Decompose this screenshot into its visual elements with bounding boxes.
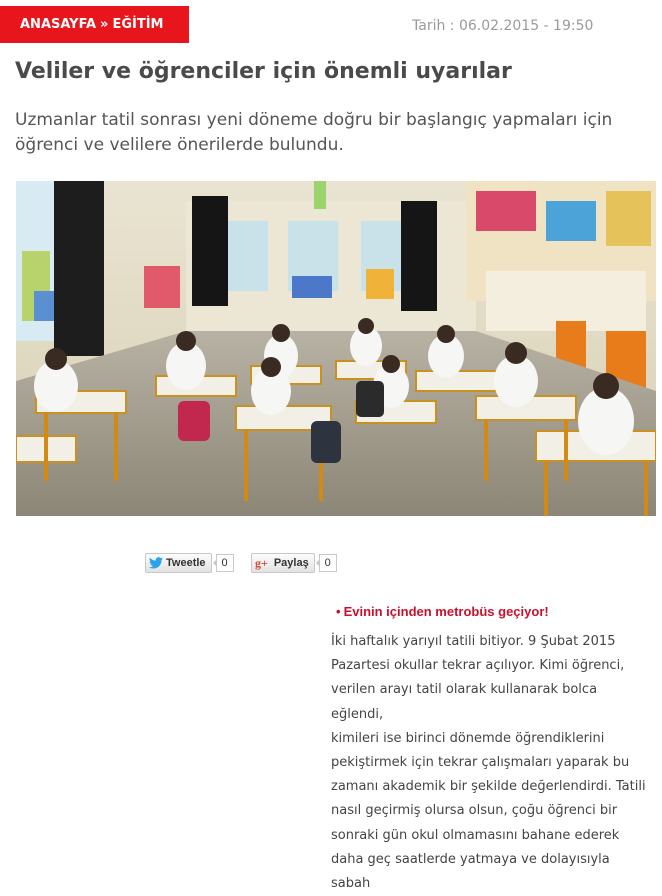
body-line: daha geç saatlerde yatmaya ve dolayısıyla sabah: [331, 851, 610, 892]
tweet-count: 0: [216, 554, 234, 572]
tweet-button[interactable]: [145, 553, 212, 573]
article-date: Tarih : 06.02.2015 - 19:50: [412, 18, 594, 34]
bullet-icon: •: [336, 604, 341, 619]
twitter-bird-icon: [149, 557, 163, 569]
body-line: Pazartesi okullar tekrar açılıyor. Kimi öğrenci,: [331, 658, 625, 674]
body-line: sonraki gün okul olmamasını bahane ederek: [331, 827, 620, 843]
gplus-count: 0: [319, 554, 337, 572]
classroom-photo: [16, 181, 656, 516]
breadcrumb-category-link[interactable]: EĞİTİM: [112, 17, 164, 32]
breadcrumb-separator: »: [100, 17, 109, 32]
body-line: verilen arayı tatil olarak kullanarak bolca eğlendi,: [331, 682, 598, 722]
related-news-label: Evinin içinden metrobüs geçiyor!: [343, 604, 549, 619]
google-plus-icon: g+: [255, 555, 268, 570]
body-line: zamanı akademik bir şekilde değerlendirdi. Tatili: [331, 779, 646, 795]
article-body: [331, 630, 651, 896]
breadcrumb: [0, 6, 189, 43]
breadcrumb-home-link[interactable]: ANASAYFA: [20, 17, 97, 32]
gplus-label: Paylaş: [273, 557, 309, 569]
article-photo: [16, 181, 656, 516]
article-title: Veliler ve öğrenciler için önemli uyarılar: [15, 59, 512, 84]
article-summary: Uzmanlar tatil sonrası yeni döneme doğru bir başlangıç yapmaları için öğrenci ve velilere önerilerde bulundu.: [15, 110, 613, 155]
tweet-label: Tweetle: [166, 557, 206, 569]
tweet-share: [145, 553, 234, 573]
body-line: pekiştirmek için tekrar çalışmaları yaparak bu: [331, 755, 630, 771]
body-line: İki haftalık yarıyıl tatili bitiyor. 9 Şubat 2015: [331, 634, 616, 649]
body-line: nasıl geçirmiş olursa olsun, çoğu öğrenci bir: [331, 803, 618, 819]
related-news-link[interactable]: [336, 604, 549, 619]
gplus-share-button[interactable]: [251, 553, 315, 573]
gplus-share: [251, 553, 337, 573]
body-line: kimileri ise birinci dönemde öğrendiklerini: [331, 730, 605, 746]
